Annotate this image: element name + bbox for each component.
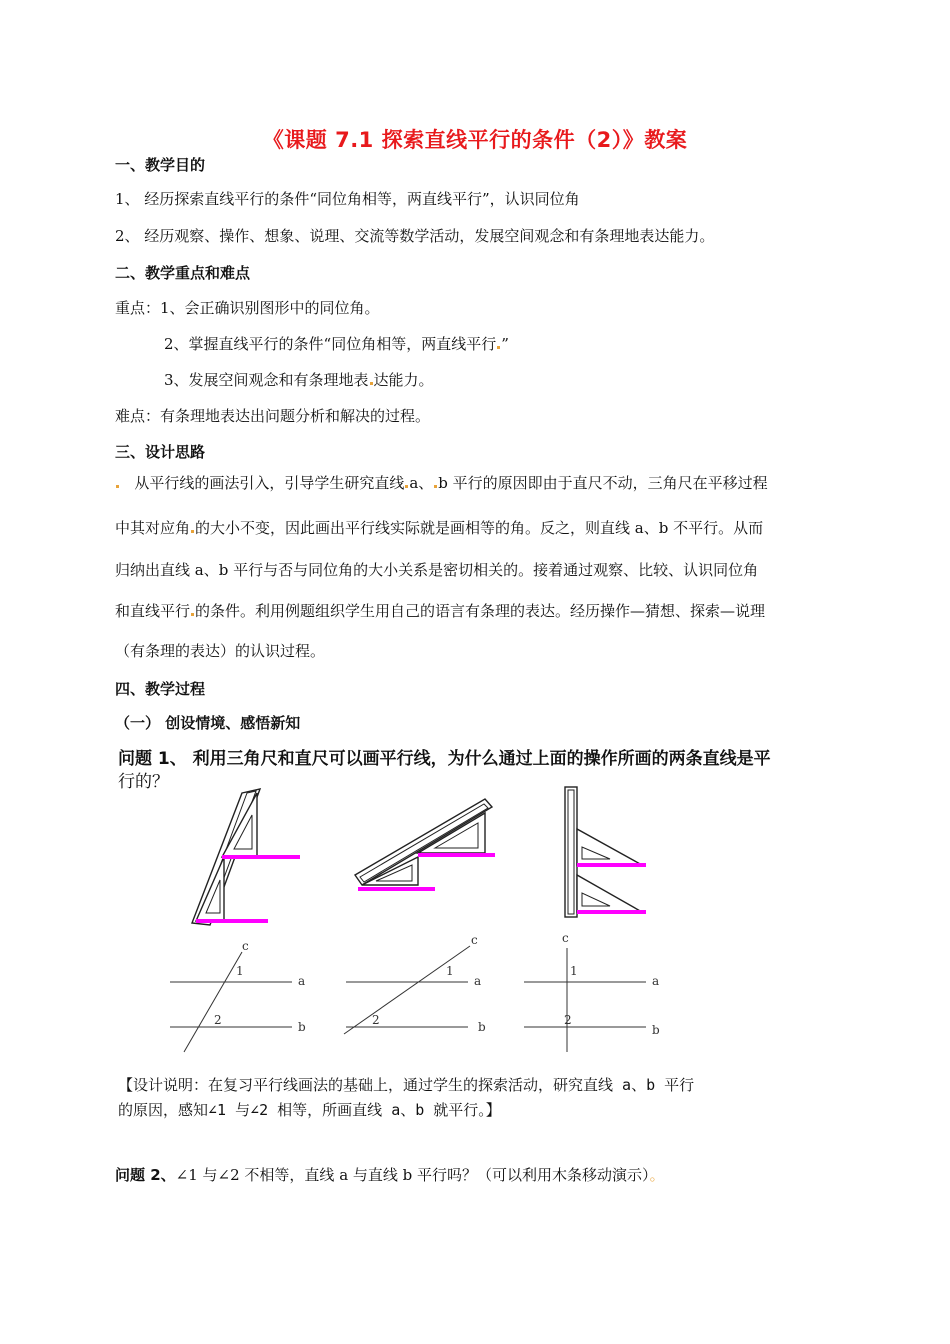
mark-dot — [405, 485, 408, 488]
key-point-3 — [164, 369, 434, 390]
label-c: c — [471, 933, 478, 947]
objective-2: 2、 经历观察、操作、想象、说理、交流等数学活动，发展空间观念和有条理地表达能力。 — [115, 227, 715, 245]
design-text: a — [409, 474, 419, 492]
label-2: 2 — [214, 1013, 222, 1027]
section3-heading: 三、设计思路 — [115, 443, 206, 461]
key-label: 重点： — [115, 299, 161, 317]
design-text: 中其对应角 — [115, 519, 191, 537]
design-text: 、 — [418, 474, 434, 492]
mark-dot — [191, 530, 194, 533]
question-2-end: 。 — [649, 1166, 665, 1184]
label-a: a — [298, 974, 306, 988]
figure-c-lines — [524, 931, 660, 1052]
figure-3-triangles — [577, 829, 646, 912]
design-text: 的条件。利用例题组织学生用自己的语言有条理的表达。经历操作—猜想、探索—说理 — [195, 602, 766, 620]
label-c: c — [562, 931, 569, 945]
key-item-2-end: ” — [501, 335, 509, 353]
design-line-1 — [115, 472, 768, 493]
design-note-line-2: 的原因，感知∠1 与∠2 相等，所画直线 a、b 就平行。】 — [118, 1101, 501, 1119]
mark-dot — [370, 382, 373, 385]
question-1-line-2: 行的？ — [118, 772, 169, 792]
section1-heading: 一、教学目的 — [115, 156, 206, 174]
key-item-1: 1、会正确识别图形中的同位角。 — [160, 299, 380, 317]
mark-dot — [497, 346, 500, 349]
question-1-line-1: 问题 1、 利用三角尺和直尺可以画平行线，为什么通过上面的操作所画的两条直线是平 — [118, 749, 771, 769]
parallel-lines-figures — [160, 930, 690, 1056]
key-point-2 — [164, 333, 509, 354]
design-text: 的大小不变，因此画出平行线实际就是画相等的角。反之，则直线 a、b 不平行。从而 — [195, 519, 764, 537]
difficulty: 难点：有条理地表达出问题分析和解决的过程。 — [115, 407, 431, 425]
label-a: a — [474, 974, 482, 988]
label-1: 1 — [236, 964, 244, 978]
design-text: 和直线平行 — [115, 602, 191, 620]
label-b: b — [478, 1020, 486, 1034]
mark-dot — [434, 485, 437, 488]
question-2 — [115, 1164, 665, 1185]
question-2-text: ∠1 与∠2 不相等，直线 a 与直线 b 平行吗？（可以利用木条移动演示） — [175, 1166, 650, 1184]
key-item-3: 3、发展空间观念和有条理地表 — [164, 371, 369, 389]
question-2-label: 问题 2、 — [115, 1166, 176, 1184]
page-title: 《课题 7.1 探索直线平行的条件（2）》教案 — [262, 128, 688, 152]
label-b: b — [298, 1020, 306, 1034]
figure-a-lines — [170, 939, 306, 1052]
design-line-4 — [115, 600, 765, 621]
design-line-3: 归纳出直线 a、b 平行与否与同位角的大小关系是密切相关的。接着通过观察、比较、认识同位角 — [115, 561, 759, 579]
label-b: b — [652, 1023, 660, 1037]
key-item-2: 2、掌握直线平行的条件“同位角相等，两直线平行 — [164, 335, 497, 353]
mark-dot — [191, 613, 194, 616]
label-1: 1 — [570, 964, 578, 978]
section2-heading: 二、教学重点和难点 — [115, 264, 251, 282]
figure-2-triangles — [358, 813, 495, 889]
design-note-line-1: 【设计说明：在复习平行线画法的基础上，通过学生的探索活动，研究直线 a、b 平行 — [118, 1076, 695, 1094]
design-text: 从平行线的画法引入，引导学生研究直线 — [134, 474, 405, 492]
figure-1-triangles — [196, 793, 300, 921]
ruler-triangle-figures — [150, 785, 670, 930]
section4-heading: 四、教学过程 — [115, 680, 206, 698]
figure-3-ruler — [565, 787, 577, 917]
label-1: 1 — [446, 964, 454, 978]
key-item-3-end: 达能力。 — [373, 371, 434, 389]
subsection-1: （一） 创设情境、感悟新知 — [115, 714, 301, 732]
label-a: a — [652, 974, 660, 988]
design-text: b 平行的原因即由于直尺不动，三角尺在平移过程 — [438, 474, 768, 492]
label-2: 2 — [564, 1013, 572, 1027]
figure-b-lines — [344, 933, 486, 1034]
key-point-1 — [115, 297, 380, 318]
label-2: 2 — [372, 1013, 380, 1027]
label-c: c — [242, 939, 249, 953]
design-line-5: （有条理的表达）的认识过程。 — [115, 642, 326, 660]
design-line-2 — [115, 517, 763, 538]
mark-dot — [116, 485, 119, 488]
objective-1: 1、 经历探索直线平行的条件“同位角相等，两直线平行”，认识同位角 — [115, 190, 580, 208]
